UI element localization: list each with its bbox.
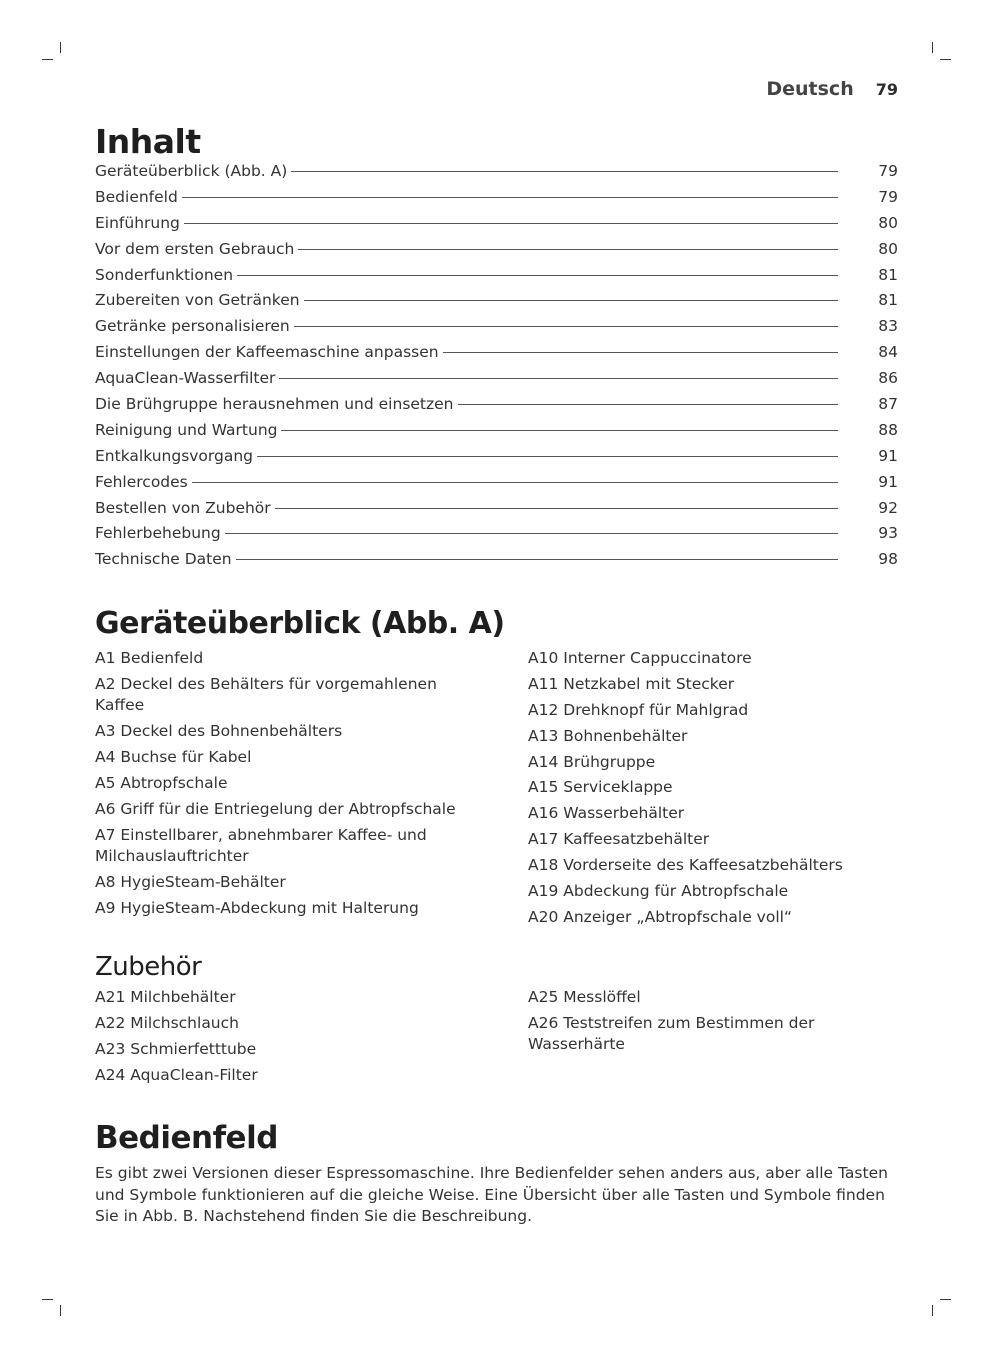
part-item: A12 Drehknopf für Mahlgrad bbox=[528, 700, 749, 719]
table-of-contents bbox=[95, 162, 898, 576]
part-item: A11 Netzkabel mit Stecker bbox=[528, 674, 735, 693]
part-item: A16 Wasserbehälter bbox=[528, 804, 685, 823]
toc-title: Inhalt bbox=[95, 122, 201, 161]
toc-entry[interactable] bbox=[95, 473, 898, 499]
toc-entry-page: 87 bbox=[878, 395, 898, 414]
toc-entry-page: 81 bbox=[878, 265, 898, 284]
part-item: A18 Vorderseite des Kaffeesatzbehälters bbox=[528, 856, 843, 875]
toc-leader-line bbox=[257, 456, 838, 457]
toc-entry[interactable] bbox=[95, 395, 898, 421]
toc-entry-page: 80 bbox=[878, 239, 898, 258]
toc-entry-title: Bedienfeld bbox=[95, 187, 178, 206]
part-item: A1 Bedienfeld bbox=[95, 649, 204, 667]
toc-entry[interactable] bbox=[95, 266, 898, 292]
toc-entry-title: Zubereiten von Getränken bbox=[95, 291, 300, 310]
accessory-item: A23 Schmierfetttube bbox=[95, 1039, 257, 1058]
part-item: A10 Interner Cappuccinatore bbox=[528, 649, 752, 667]
language-label: Deutsch bbox=[766, 78, 854, 100]
toc-entry-page: 83 bbox=[878, 317, 898, 336]
part-item: A17 Kaffeesatzbehälter bbox=[528, 830, 710, 849]
toc-leader-line bbox=[281, 430, 838, 431]
toc-entry[interactable] bbox=[95, 499, 898, 525]
toc-entry-title: Bestellen von Zubehör bbox=[95, 498, 271, 517]
toc-entry-title: Entkalkungsvorgang bbox=[95, 446, 254, 465]
crop-mark bbox=[932, 1305, 933, 1316]
part-item: A4 Buchse für Kabel bbox=[95, 748, 252, 767]
toc-leader-line bbox=[237, 275, 838, 276]
parts-list-left bbox=[95, 648, 475, 924]
part-item: A19 Abdeckung für Abtropfschale bbox=[528, 882, 789, 901]
toc-leader-line bbox=[236, 559, 838, 560]
accessories-list-left bbox=[95, 987, 475, 1091]
toc-entry[interactable] bbox=[95, 162, 898, 188]
toc-entry-page: 93 bbox=[878, 524, 898, 543]
control-panel-text: Es gibt zwei Versionen dieser Espressomaschine. Ihre Bedienfelder sehen anders aus, aber alle Tasten und Symbole funktionieren auf die gleiche Weise. Eine Übersicht über alle Tasten und Symbole finden Sie in Abb. B. Nachstehend finden Sie die Beschreibung. bbox=[95, 1164, 888, 1225]
toc-entry[interactable] bbox=[95, 447, 898, 473]
toc-leader-line bbox=[291, 171, 838, 172]
toc-entry-page: 80 bbox=[878, 213, 898, 232]
toc-leader-line bbox=[182, 197, 838, 198]
toc-leader-line bbox=[184, 223, 838, 224]
accessory-item: A25 Messlöffel bbox=[528, 988, 641, 1006]
part-item: A15 Serviceklappe bbox=[528, 778, 673, 797]
crop-mark bbox=[42, 1299, 53, 1300]
accessories-title: Zubehör bbox=[95, 952, 202, 982]
toc-entry-page: 88 bbox=[878, 420, 898, 439]
toc-entry-title: Vor dem ersten Gebrauch bbox=[95, 239, 295, 258]
toc-leader-line bbox=[458, 404, 839, 405]
toc-entry-title: Die Brühgruppe herausnehmen und einsetzen bbox=[95, 395, 454, 414]
toc-entry[interactable] bbox=[95, 343, 898, 369]
toc-entry-title: AquaClean-Wasserfilter bbox=[95, 369, 276, 388]
toc-entry-title: Reinigung und Wartung bbox=[95, 420, 278, 439]
toc-entry[interactable] bbox=[95, 240, 898, 266]
toc-entry-title: Technische Daten bbox=[95, 550, 232, 569]
page-header bbox=[766, 78, 898, 100]
toc-leader-line bbox=[279, 378, 838, 379]
toc-entry[interactable] bbox=[95, 317, 898, 343]
toc-entry-page: 79 bbox=[878, 162, 898, 180]
toc-leader-line bbox=[443, 352, 838, 353]
accessory-item: A21 Milchbehälter bbox=[95, 988, 236, 1006]
control-panel-title: Bedienfeld bbox=[95, 1120, 278, 1156]
crop-mark bbox=[932, 42, 933, 53]
toc-leader-line bbox=[275, 508, 838, 509]
parts-list-right bbox=[528, 648, 908, 933]
toc-entry-title: Geräteüberblick (Abb. A) bbox=[95, 162, 288, 180]
toc-entry-title: Fehlerbehebung bbox=[95, 524, 221, 543]
toc-entry[interactable] bbox=[95, 550, 898, 576]
part-item: A20 Anzeiger „Abtropfschale voll“ bbox=[528, 907, 792, 926]
toc-entry[interactable] bbox=[95, 188, 898, 214]
toc-entry-page: 92 bbox=[878, 498, 898, 517]
crop-mark bbox=[42, 59, 53, 60]
accessory-item: A24 AquaClean-Filter bbox=[95, 1065, 258, 1084]
toc-entry-page: 98 bbox=[878, 550, 898, 569]
toc-entry[interactable] bbox=[95, 214, 898, 240]
toc-entry[interactable] bbox=[95, 524, 898, 550]
crop-mark bbox=[940, 59, 951, 60]
part-item: A9 HygieSteam-Abdeckung mit Halterung bbox=[95, 899, 419, 918]
accessory-item: A26 Teststreifen zum Bestimmen der Wasserhärte bbox=[528, 1013, 815, 1054]
part-item: A14 Brühgruppe bbox=[528, 752, 656, 771]
toc-entry-title: Sonderfunktionen bbox=[95, 265, 234, 284]
page-number: 79 bbox=[875, 80, 898, 99]
toc-entry-page: 81 bbox=[878, 291, 898, 310]
part-item: A2 Deckel des Behälters für vorgemahlenen Kaffee bbox=[95, 674, 437, 715]
accessory-item: A22 Milchschlauch bbox=[95, 1013, 239, 1032]
toc-entry[interactable] bbox=[95, 291, 898, 317]
overview-title: Geräteüberblick (Abb. A) bbox=[95, 606, 505, 641]
toc-entry[interactable] bbox=[95, 421, 898, 447]
toc-entry-title: Getränke personalisieren bbox=[95, 317, 290, 336]
toc-entry[interactable] bbox=[95, 369, 898, 395]
part-item: A6 Griff für die Entriegelung der Abtropfschale bbox=[95, 799, 456, 818]
toc-entry-title: Fehlercodes bbox=[95, 472, 188, 491]
part-item: A8 HygieSteam-Behälter bbox=[95, 873, 286, 892]
accessories-list-right bbox=[528, 987, 858, 1060]
toc-leader-line bbox=[294, 326, 838, 327]
toc-entry-page: 91 bbox=[878, 446, 898, 465]
toc-entry-page: 91 bbox=[878, 472, 898, 491]
toc-entry-page: 84 bbox=[878, 343, 898, 362]
part-item: A5 Abtropfschale bbox=[95, 774, 228, 793]
crop-mark bbox=[60, 1305, 61, 1316]
toc-leader-line bbox=[298, 249, 838, 250]
part-item: A13 Bohnenbehälter bbox=[528, 726, 688, 745]
toc-entry-title: Einstellungen der Kaffeemaschine anpassen bbox=[95, 343, 439, 362]
part-item: A7 Einstellbarer, abnehmbarer Kaffee- und Milchauslauftrichter bbox=[95, 825, 427, 866]
toc-leader-line bbox=[304, 300, 838, 301]
toc-leader-line bbox=[225, 533, 838, 534]
toc-entry-title: Einführung bbox=[95, 213, 180, 232]
toc-entry-page: 79 bbox=[878, 187, 898, 206]
crop-mark bbox=[60, 42, 61, 53]
crop-mark bbox=[940, 1299, 951, 1300]
part-item: A3 Deckel des Bohnenbehälters bbox=[95, 722, 343, 741]
toc-entry-page: 86 bbox=[878, 369, 898, 388]
toc-leader-line bbox=[192, 482, 838, 483]
